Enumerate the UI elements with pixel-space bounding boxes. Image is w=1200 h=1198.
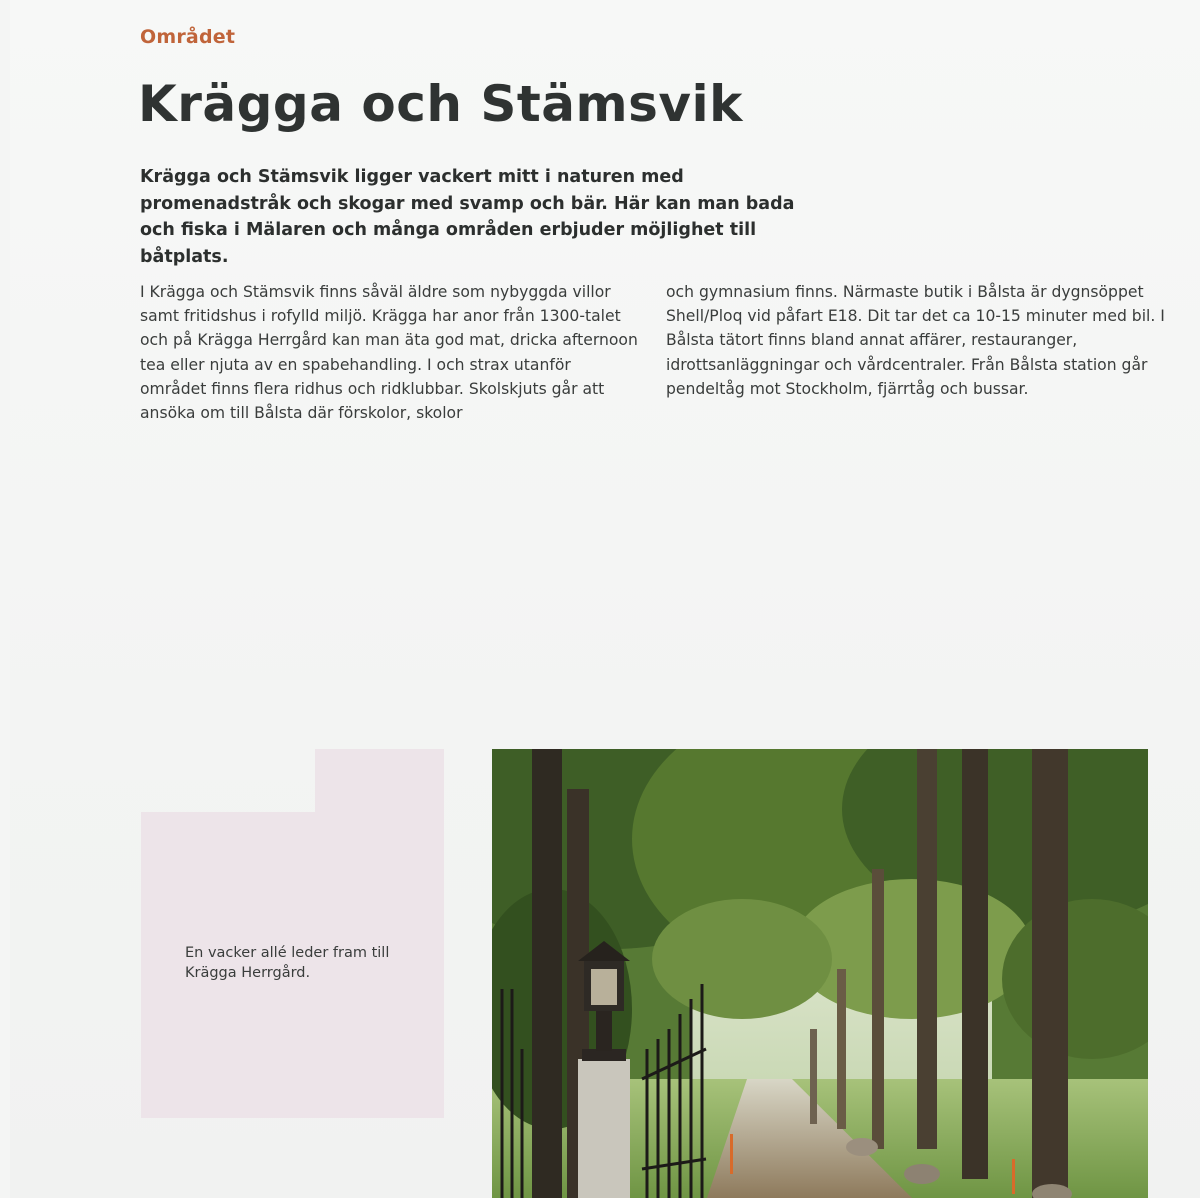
avenue-photo xyxy=(492,749,1148,1198)
page xyxy=(10,0,1200,1198)
section-label: Området xyxy=(140,26,236,48)
page-title: Krägga och Stämsvik xyxy=(138,75,743,133)
image-caption: En vacker allé leder fram till Krägga Herrgård. xyxy=(185,945,390,981)
body-text-left: I Krägga och Stämsvik finns såväl äldre som nybyggda villor samt fritidshus i rofylld miljö. Krägga har anor från 1300-talet och på Krägga Herrgård kan man äta god mat, dricka afternoon tea eller njuta av en spabehandling. I och strax utanför området finns flera ridhus och ridklubbar. Skolskjuts går att ansöka om till Bålsta där förskolor, skolor xyxy=(140,283,638,423)
caption-box-tab xyxy=(315,749,444,813)
ingress-text: Krägga och Stämsvik ligger vackert mitt i naturen med promenadstråk och skogar med svamp och bär. Här kan man bada och fiska i Mälaren och många områden erbjuder möjlighet till båtplats. xyxy=(140,167,795,267)
body-text-right: och gymnasium finns. Närmaste butik i Bålsta är dygnsöppet Shell/Ploq vid påfart E18. Dit tar det ca 10-15 minuter med bil. I Bålsta tätort finns bland annat affärer, restauranger, idrottsanläggningar och vårdcentraler. Från Bålsta station går pendeltåg mot Stockholm, fjärrtåg och bussar. xyxy=(666,283,1165,398)
